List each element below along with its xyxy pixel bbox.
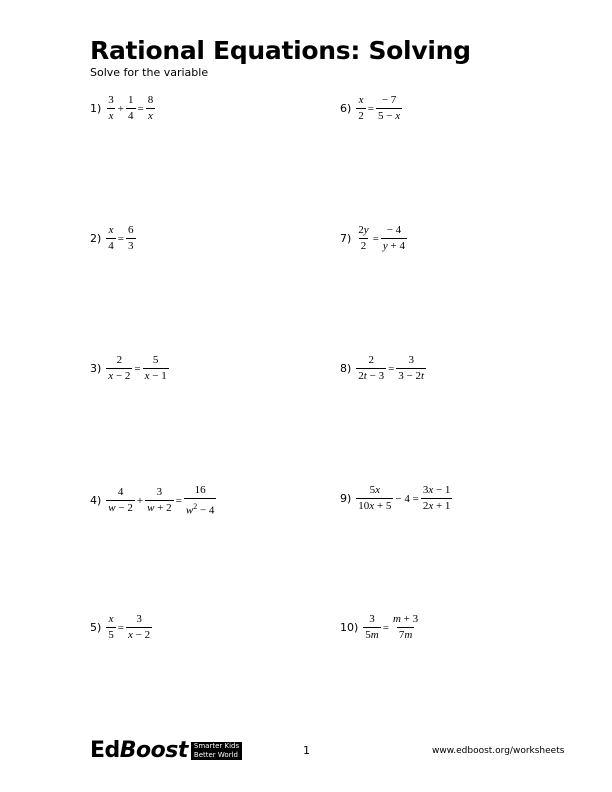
problem-9: 9) $\frac{5x}{10x + 5}$ − 4 = $\frac{3x - 1}{2x + 1}$ [340, 484, 451, 512]
fraction: $\frac{5}{x - 1}$ [144, 354, 167, 382]
fraction: $\frac{6}{3}$ [128, 224, 134, 252]
fraction: $\frac{5x}{10x + 5}$ [358, 484, 392, 512]
problem-number: 6) [340, 102, 352, 115]
problem-number: 5) [90, 621, 102, 634]
fraction: $\frac{3}{w + 2}$ [147, 486, 172, 515]
logo-boost-text: Boost [119, 738, 188, 763]
problem-10: 10) $\frac{3}{5m}$ = $\frac{m + 3}{7m}$ [340, 613, 419, 641]
fraction: $\frac{4}{w - 2}$ [108, 486, 133, 515]
website-url: www.edboost.org/worksheets [432, 746, 565, 756]
fraction: $\frac{- 4}{y + 4}$ [382, 224, 406, 252]
fraction: $\frac{2}{x - 2}$ [108, 354, 131, 382]
fraction: $\frac{2}{2t - 3}$ [358, 354, 385, 382]
problem-number: 10) [340, 621, 359, 634]
problem-number: 7) [340, 232, 352, 245]
problem-8: 8) $\frac{2}{2t - 3}$ = $\frac{3}{3 - 2t}$ [340, 354, 425, 382]
problem-7: 7) $\frac{2y}{2}$ = $\frac{- 4}{y + 4}$ [340, 224, 406, 252]
fraction: $\frac{3}{5m}$ [365, 613, 379, 641]
problem-number: 2) [90, 232, 102, 245]
page-number: 1 [303, 744, 310, 757]
fraction: $\frac{3}{x - 2}$ [128, 613, 151, 641]
problem-6: 6) $\frac{x}{2}$ = $\frac{- 7}{5 - x}$ [340, 94, 401, 122]
worksheet-title: Rational Equations: Solving [90, 36, 471, 65]
fraction: $\frac{8}{x}$ [147, 94, 154, 122]
fraction: $\frac{m + 3}{7m}$ [392, 613, 419, 641]
fraction: $\frac{3x - 1}{2x + 1}$ [422, 484, 451, 512]
problem-3: 3) $\frac{2}{x - 2}$ = $\frac{5}{x - 1}$ [90, 354, 167, 382]
fraction: $\frac{x}{5}$ [108, 613, 114, 641]
worksheet-instructions: Solve for the variable [90, 66, 209, 79]
fraction: $\frac{2y}{2}$ [358, 224, 369, 252]
fraction: $\frac{1}{4}$ [128, 94, 134, 122]
problem-1: 1) $\frac{3}{x}$ + $\frac{1}{4}$ = $\frac{8}{x}$ [90, 94, 154, 122]
fraction: $\frac{x}{2}$ [358, 94, 364, 122]
fraction: $\frac{3}{3 - 2t}$ [398, 354, 425, 382]
problem-number: 4) [90, 494, 102, 508]
logo-ed-text: Ed [90, 738, 120, 763]
logo-tagline-2: Better World [191, 751, 242, 760]
logo-tagline-1: Smarter Kids [191, 742, 242, 751]
fraction: $\frac{16}{w^2 - 4}$ [185, 484, 215, 517]
logo-tagline [188, 742, 242, 760]
problem-4: 4) $\frac{4}{w - 2}$ + $\frac{3}{w + 2}$ = $\frac{16}{w^2 - 4}$ [90, 484, 215, 517]
problem-number: 9) [340, 492, 352, 505]
edboost-logo [90, 738, 242, 763]
problem-number: 3) [90, 362, 102, 375]
problem-number: 1) [90, 102, 102, 115]
problem-2: 2) $\frac{x}{4}$ = $\frac{6}{3}$ [90, 224, 134, 252]
problem-5: 5) $\frac{x}{5}$ = $\frac{3}{x - 2}$ [90, 613, 151, 641]
fraction: $\frac{x}{4}$ [108, 224, 114, 252]
fraction: $\frac{- 7}{5 - x}$ [378, 94, 401, 122]
fraction: $\frac{3}{x}$ [108, 94, 114, 122]
problem-number: 8) [340, 362, 352, 375]
